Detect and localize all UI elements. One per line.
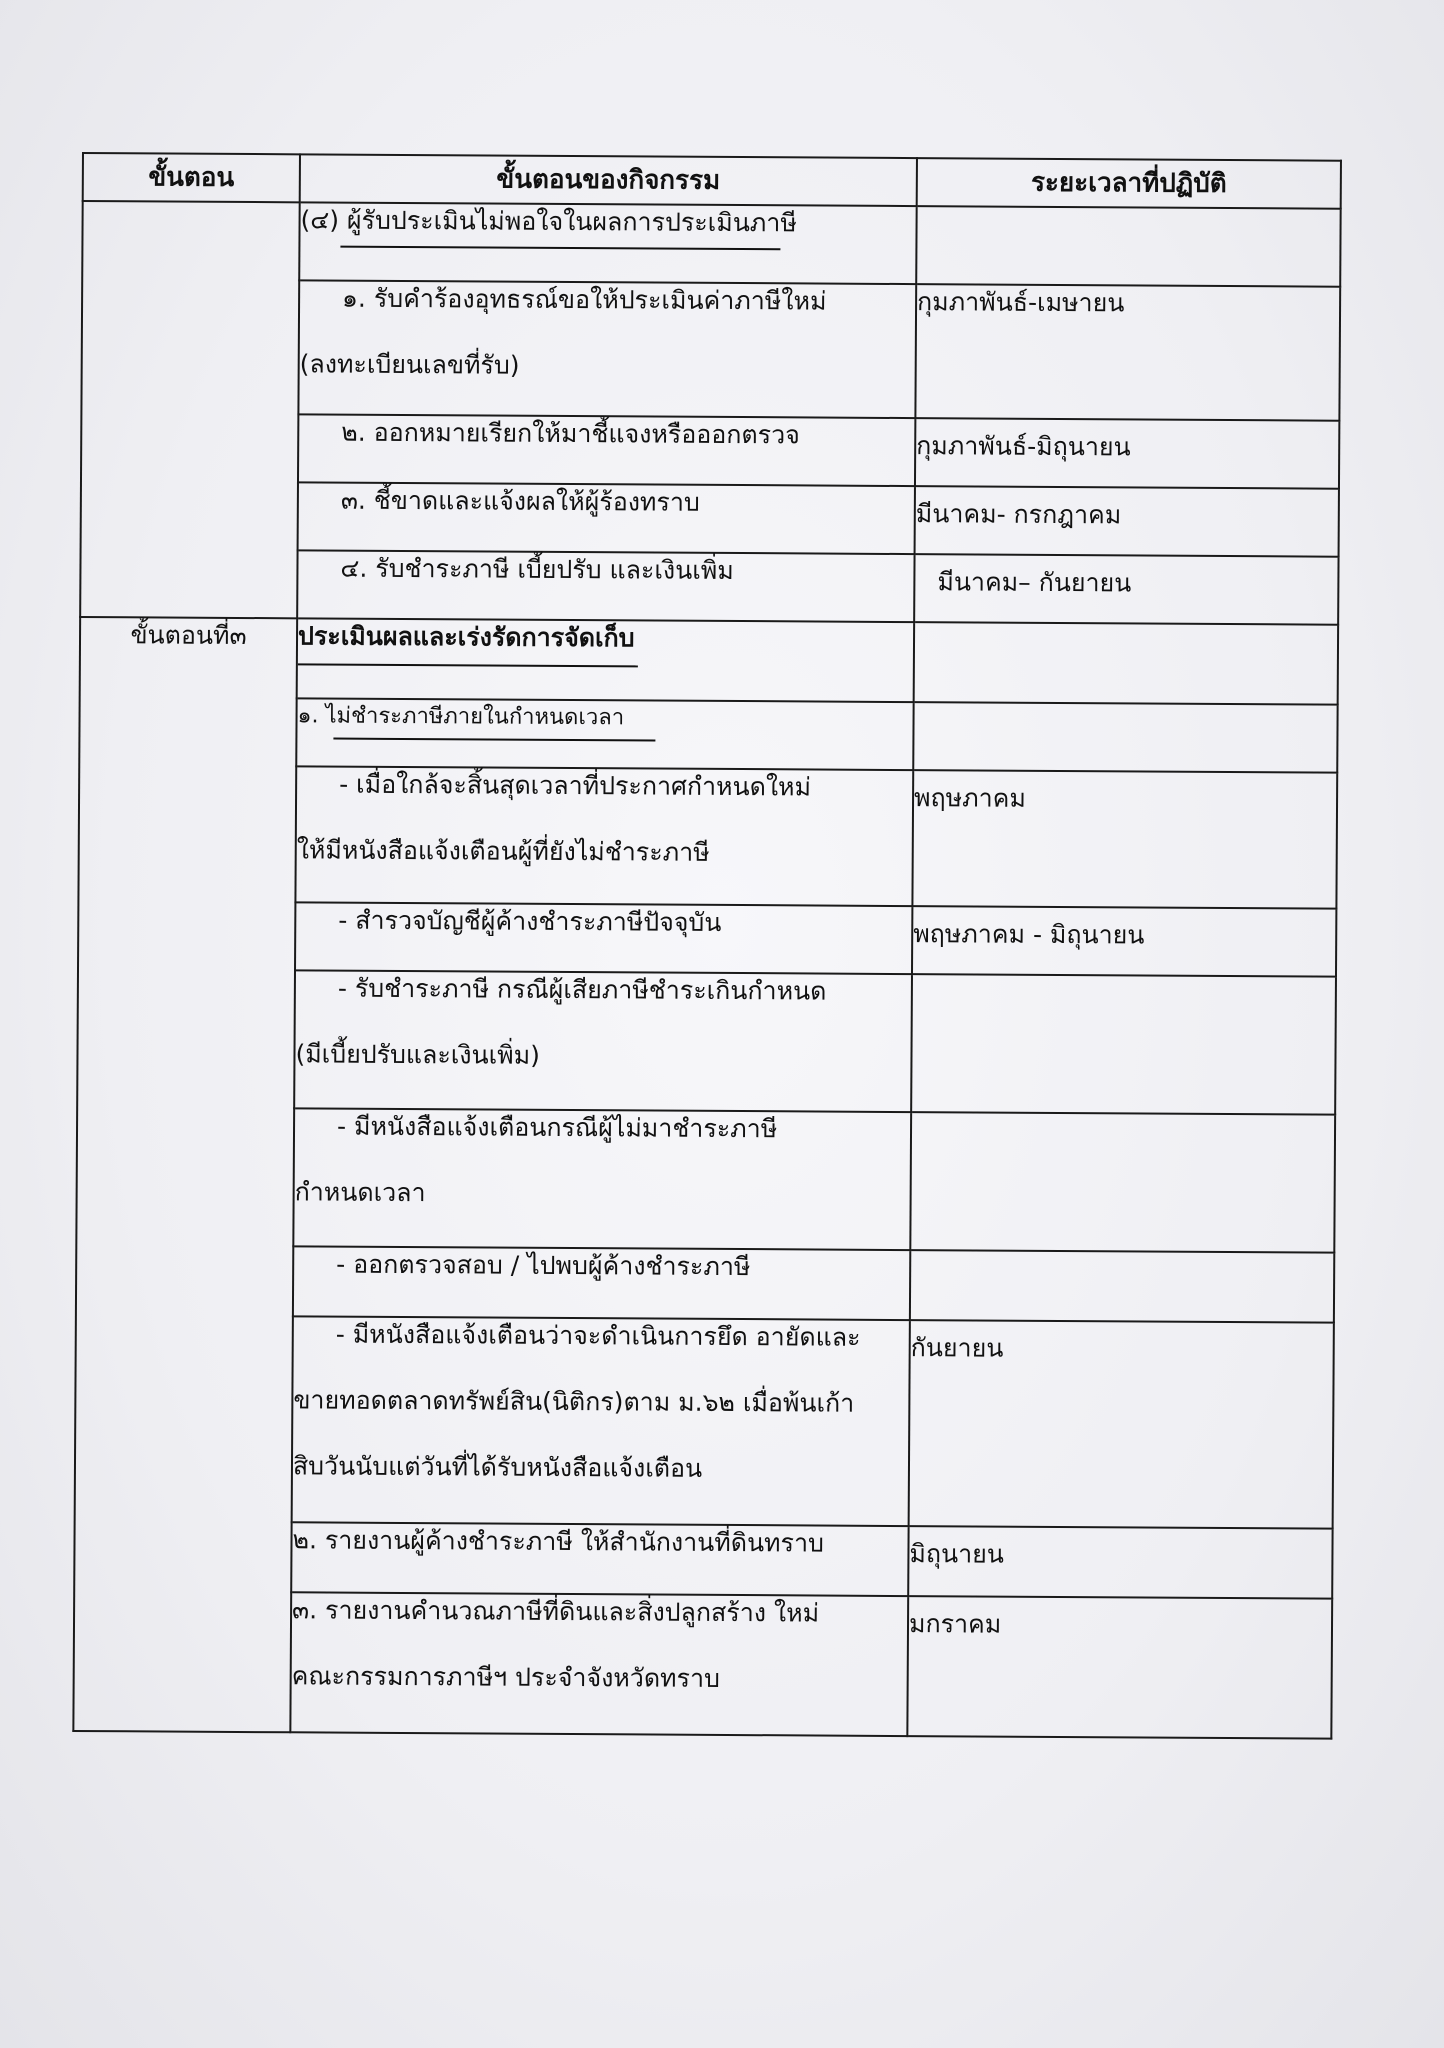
header-time: ระยะเวลาที่ปฏิบัติ (917, 158, 1341, 209)
time-cell: มีนาคม- กรกฎาคม (915, 486, 1339, 557)
section-a-title: (๔) ผู้รับประเมินไม่พอใจในผลการประเมินภาษี (300, 205, 797, 238)
activity-line: ขายทอดตลาดทรัพย์สิน(นิติกร)ตาม ม.๖๒ เมื่อพ้นเก้า (293, 1385, 855, 1418)
activity-cell (298, 414, 915, 486)
activity-line: ๑. รับคำร้องอุทธรณ์ขอให้ประเมินค่าภาษีใหม่ (342, 283, 827, 316)
time-cell: มกราคม (907, 1596, 1332, 1739)
section-b-title-cell (297, 618, 914, 702)
time-cell (910, 1112, 1335, 1253)
time-cell: มิถุนายน (908, 1526, 1332, 1599)
time-cell: กันยายน (909, 1320, 1334, 1529)
activity-line: ๓. ชี้ขาดและแจ้งผลให้ผู้ร้องทราบ (340, 485, 700, 517)
activity-schedule-table (72, 152, 1342, 1740)
activity-line: ๔. รับชำระภาษี เบี้ยปรับ และเงินเพิ่ม (340, 553, 734, 585)
activity-line: คณะกรรมการภาษีฯ ประจำจังหวัดทราบ (291, 1661, 721, 1693)
activity-cell (291, 1522, 908, 1596)
subtitle-cell (296, 698, 913, 770)
time-cell: กุมภาพันธ์-เมษายน (915, 284, 1340, 421)
activity-line: กำหนดเวลา (294, 1177, 426, 1208)
step-cell-empty (80, 201, 300, 618)
activity-line: ๒. ออกหมายเรียกให้มาชี้แจงหรือออกตรวจ (341, 417, 800, 450)
table-row (80, 617, 1338, 705)
activity-line: - รับชำระภาษี กรณีผู้เสียภาษีชำระเกินกำหนด (337, 973, 827, 1006)
activity-cell (298, 482, 915, 554)
activity-line: (มีเบี้ยปรับและเงินเพิ่ม) (295, 1039, 541, 1070)
time-cell: มีนาคม– กันยายน (914, 554, 1338, 625)
section-a-title-cell (299, 202, 916, 284)
activity-cell (290, 1592, 908, 1736)
section-b-title: ประเมินผลและเร่งรัดการจัดเก็บ (297, 621, 635, 653)
activity-cell (293, 1108, 911, 1250)
activity-line: - มีหนังสือแจ้งเตือนกรณีผู้ไม่มาชำระภาษี (336, 1111, 778, 1144)
time-cell: กุมภาพันธ์-มิถุนายน (915, 418, 1339, 489)
time-cell: พฤษภาคม (912, 770, 1337, 909)
header-activity: ขั้นตอนของกิจกรรม (300, 154, 917, 206)
time-cell (910, 1250, 1334, 1323)
activity-line: ให้มีหนังสือแจ้งเตือนผู้ที่ยังไม่ชำระภาษี (296, 835, 710, 867)
title-underline (298, 663, 638, 667)
activity-cell (298, 280, 916, 418)
activity-line: - มีหนังสือแจ้งเตือนว่าจะดำเนินการยึด อายัดและ (335, 1319, 861, 1352)
table-row (82, 201, 1340, 287)
activity-cell (295, 902, 912, 974)
time-cell (914, 622, 1338, 705)
time-cell (916, 206, 1340, 287)
activity-cell (297, 550, 914, 622)
activity-cell (293, 1246, 910, 1320)
time-cell: พฤษภาคม - มิถุนายน (912, 906, 1336, 977)
time-cell (913, 702, 1337, 773)
activity-cell (292, 1316, 910, 1526)
title-underline (340, 246, 780, 251)
activity-line: ๓. รายงานคำนวณภาษีที่ดินและสิ่งปลูกสร้าง ใหม่ (292, 1595, 820, 1628)
step-label: ขั้นตอนที่๓ (130, 620, 247, 651)
subtitle-underline (333, 738, 655, 742)
activity-cell (294, 970, 912, 1112)
activity-line: สิบวันนับแต่วันที่ได้รับหนังสือแจ้งเตือน (292, 1451, 703, 1483)
activity-line: - ออกตรวจสอบ / ไปพบผู้ค้างชำระภาษี (336, 1249, 751, 1282)
activity-line: (ลงทะเบียนเลขที่รับ) (299, 349, 520, 380)
table-header-row (83, 153, 1341, 209)
section-b-subtitle: ๑. ไม่ชำระภาษีภายในกำหนดเวลา (297, 703, 625, 731)
activity-line: - เมื่อใกล้จะสิ้นสุดเวลาที่ประกาศกำหนดใหม่ (339, 769, 812, 802)
activity-line: - สำรวจบัญชีผู้ค้างชำระภาษีปัจจุบัน (338, 905, 722, 937)
time-cell (911, 974, 1336, 1115)
activity-line: ๒. รายงานผู้ค้างชำระภาษี ให้สำนักงานที่ดินทราบ (292, 1525, 825, 1558)
header-step: ขั้นตอน (83, 153, 300, 202)
activity-cell (295, 766, 913, 906)
step-label-cell (73, 617, 297, 1732)
